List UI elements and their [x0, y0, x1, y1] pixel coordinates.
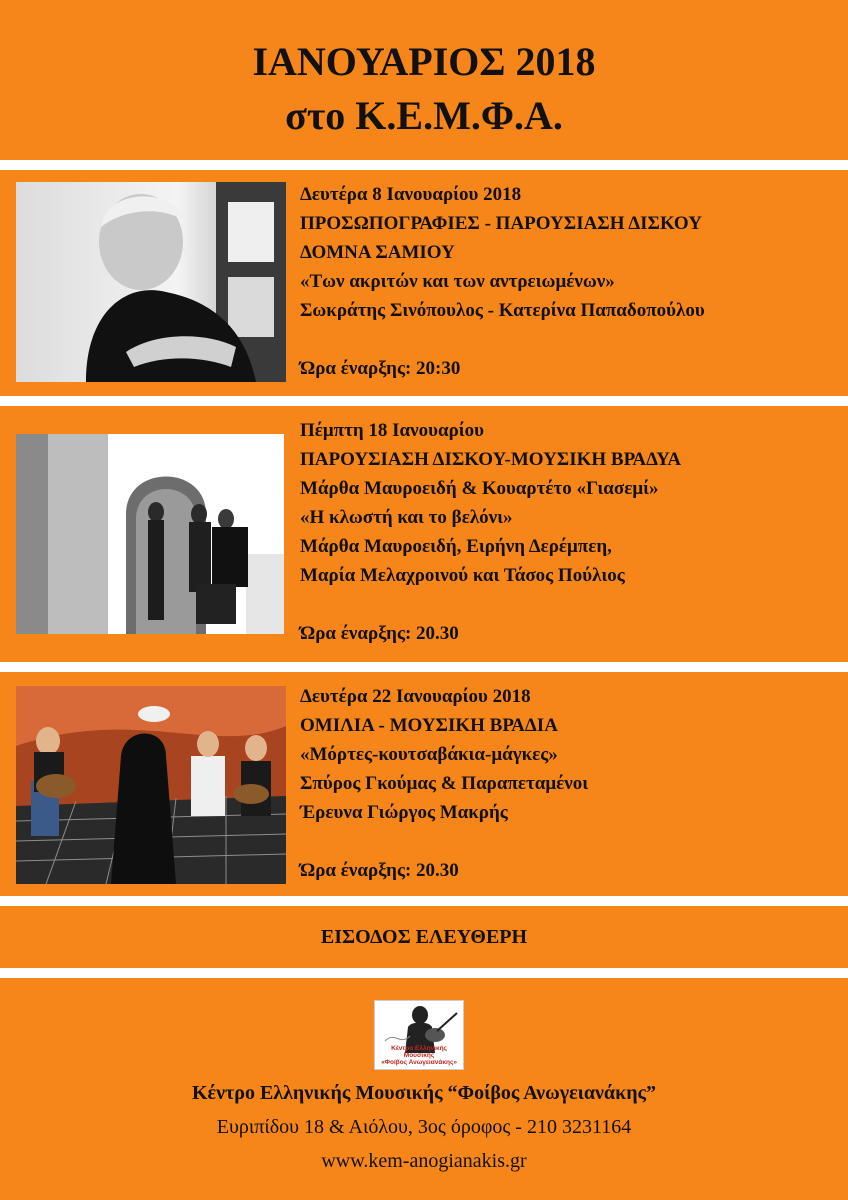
logo-caption	[375, 1045, 463, 1066]
event-3-illustration	[16, 686, 286, 884]
event-3-details	[300, 682, 840, 885]
event-1-details	[300, 180, 840, 383]
poster-title: ΙΑΝΟΥΑΡΙΟΣ 2018	[252, 39, 596, 84]
event-date: Δευτέρα 22 Ιανουαρίου 2018	[300, 686, 531, 707]
event-2-photo	[16, 434, 284, 634]
event-1	[0, 170, 848, 396]
organization-website[interactable]: www.kem-anogianakis.gr	[321, 1150, 527, 1172]
event-2	[0, 406, 848, 662]
event-1-photo	[16, 182, 286, 382]
event-title: «Μόρτες-κουτσαβάκια-μάγκες»	[300, 744, 558, 765]
spacer	[300, 325, 840, 354]
event-research: Έρευνα Γιώργος Μακρής	[300, 802, 508, 823]
event-start-time: Ώρα έναρξης: 20.30	[300, 623, 459, 644]
event-type: ΠΑΡΟΥΣΙΑΣΗ ΔΙΣΚΟΥ-ΜΟΥΣΙΚΗ ΒΡΑΔΥΑ	[300, 449, 682, 470]
event-people: Μαρία Μελαχροινού και Τάσος Πούλιος	[300, 565, 625, 586]
poster-header	[0, 0, 848, 160]
event-people: Μάρθα Μαυροειδή, Ειρήνη Δερέμπεη,	[300, 536, 612, 557]
divider	[0, 160, 848, 170]
event-2-details	[300, 416, 840, 648]
logo-line-2: «Φοίβος Ανωγειανάκης»	[381, 1059, 457, 1066]
event-3	[0, 672, 848, 896]
organization-address: Ευριπίδου 18 & Αιόλου, 3ος όροφος - 210 3231164	[216, 1116, 632, 1138]
divider	[0, 396, 848, 406]
event-date: Δευτέρα 8 Ιανουαρίου 2018	[300, 184, 522, 205]
divider	[0, 968, 848, 978]
divider	[0, 896, 848, 906]
event-people: Σωκράτης Σινόπουλος - Κατερίνα Παπαδοπούλου	[300, 300, 705, 321]
poster-subtitle: στο Κ.Ε.Μ.Φ.Α.	[285, 93, 563, 138]
event-title: «Των ακριτών και των αντρειωμένων»	[300, 271, 615, 292]
event-type: ΟΜΙΛΙΑ - ΜΟΥΣΙΚΗ ΒΡΑΔΙΑ	[300, 715, 558, 736]
spacer	[300, 827, 840, 856]
spacer	[300, 590, 840, 619]
organization-name: Κέντρο Ελληνικής Μουσικής “Φοίβος Ανωγειανάκης”	[191, 1082, 656, 1104]
free-entry-notice: ΕΙΣΟΔΟΣ ΕΛΕΥΘΕΡΗ	[320, 926, 528, 948]
event-date: Πέμπτη 18 Ιανουαρίου	[300, 420, 484, 441]
event-people: Σπύρος Γκούμας & Παραπεταμένοι	[300, 773, 589, 794]
logo-line-1: Κέντρο Ελληνικής Μουσικής	[391, 1045, 447, 1059]
event-artist: ΔΟΜΝΑ ΣΑΜΙΟΥ	[300, 242, 455, 263]
event-artist: Μάρθα Μαυροειδή & Κουαρτέτο «Γιασεμί»	[300, 478, 659, 499]
divider	[0, 662, 848, 672]
kem-logo	[374, 1000, 464, 1070]
event-type: ΠΡΟΣΩΠΟΓΡΑΦΙΕΣ - ΠΑΡΟΥΣΙΑΣΗ ΔΙΣΚΟΥ	[300, 213, 702, 234]
event-title: «Η κλωστή και το βελόνι»	[300, 507, 513, 528]
event-start-time: Ώρα έναρξης: 20.30	[300, 860, 459, 881]
event-start-time: Ώρα έναρξης: 20:30	[300, 358, 461, 379]
